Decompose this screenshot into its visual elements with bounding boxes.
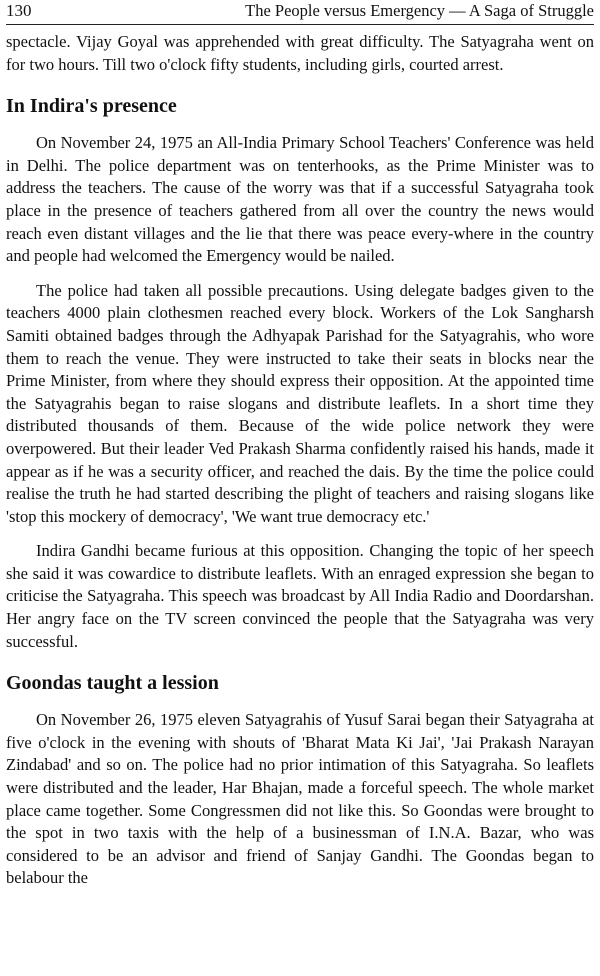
page-number: 130 <box>6 1 32 20</box>
paragraph-indira-reaction: Indira Gandhi became furious at this opposition. Changing the topic of her speech she said it was cowardice to distribute leaflets. With an enraged expression she began to criticise the Satyagraha. This speech was broadcast by All India Radio and Doordarshan. Her angry face on the TV screen convinced the people that the Satyagraha was very successful. <box>6 541 594 651</box>
paragraph-yusuf-sarai: On November 26, 1975 eleven Satyagrahis of Yusuf Sarai began their Satyagraha at five o'clock in the evening with shouts of 'Bharat Mata Ki Jai', 'Jai Prakash Narayan Zindabad' and so on. The police had no prior intimation of this Satyagraha. So leaflets were distributed and the leader, Har Bhajan, made a forceful speech. The whole market place came together. Some Congressmen did not like this. So Goondas were brought to the spot in two taxis with the help of a businessman of I.N.A. Bazar, who was considered to be an advisor and friend of Sanjay Gandhi. The Goondas began to belabour the <box>6 710 594 888</box>
page-header <box>6 0 594 25</box>
running-title: The People versus Emergency — A Saga of Struggle <box>245 1 594 20</box>
paragraph-continued: spectacle. Vijay Goyal was apprehended with great difficulty. The Satyagraha went on for two hours. Till two o'clock fifty students, including girls, courted arrest. <box>6 32 594 74</box>
page-body <box>6 31 594 890</box>
paragraph-conference: On November 24, 1975 an All-India Primary School Teachers' Conference was held in Delhi. The police department was on tenterhooks, as the Prime Minister was to address the teachers. The cause of the worry was that if a successful Satyagraha took place in the presence of teachers gathered from all over the country the news would reach even distant villages and the lie that there was peace every-where in the country and people had welcomed the Emergency would be nailed. <box>6 133 594 266</box>
section-heading-indira: In Indira's presence <box>6 95 177 118</box>
paragraph-precautions: The police had taken all possible precautions. Using delegate badges given to the teachers 4000 plain clothesmen reached every block. Workers of the Lok Sangharsh Samiti obtained badges through the Adhyapak Parishad for the Satyagrahis, who wore them to reach the venue. They were instructed to take their seats in blocks near the Prime Minister, from where they should express their opposition. At the appointed time the Satyagrahis began to raise slogans and distribute leaflets. In a short time they distributed thousands of them. Because of the wide police network they were overpowered. But their leader Ved Prakash Sharma confidently raised his hands, made it appear as if he was a security officer, and reached the dais. By the time the police could realise the truth he had started describing the plight of teachers and raising slogans like 'stop this mockery of democracy', 'We want true democracy etc.' <box>6 280 594 526</box>
section-heading-goondas: Goondas taught a lession <box>6 672 219 695</box>
